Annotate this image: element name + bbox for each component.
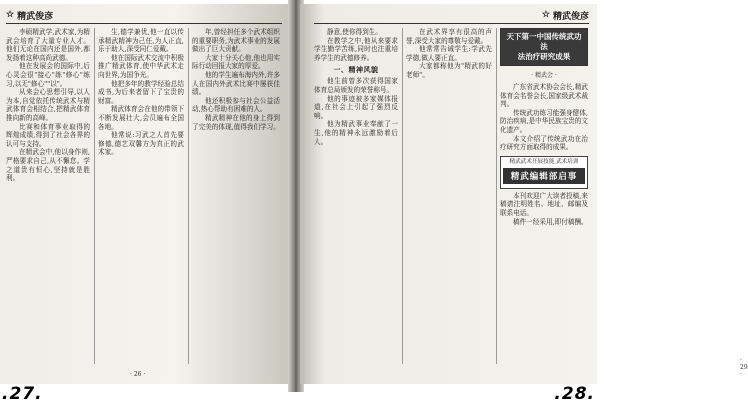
paragraph: 他常说:习武之人首先要修德,德艺双馨方为真正的武术家。 (98, 131, 184, 157)
right-column-2 (406, 28, 492, 364)
paragraph: 在教学之中,他从来要求学生勤学苦练,同时也注重培养学生的武德修养。 (314, 36, 398, 62)
notice-top-text: 精武武术开展技能,武术培训 (509, 158, 579, 165)
paragraph: 生,德学兼优,他一直以传承精武精神为己任,为人正直,乐于助人,深受同仁爱戴。 (98, 28, 184, 54)
left-header-text: 精武俊彦 (17, 11, 54, 22)
left-spread-number: .27. (2, 384, 43, 404)
section-heading: 一、精神风貌 (333, 65, 379, 75)
paragraph: 他的事迹被多家媒体报道,在社会上引起了强烈反响。 (314, 94, 398, 120)
star-icon: ☆ (541, 10, 550, 20)
paragraph: 比赛和体育事业取得的辉煌成绩,得到了社会各界的认可与支持。 (6, 122, 90, 148)
right-column-3 (500, 28, 588, 364)
paragraph: 他在发展会的国际中,后心灵会很"接心"练"修心"练习,以无"修心""以"。 (6, 62, 90, 88)
notice-box (500, 156, 588, 189)
paragraph: 年,曾经担任多个武术组织的重要职务,为武术事业的发展做出了巨大贡献。 (192, 28, 280, 54)
paragraph: 传统武功练习能强身健体,防治疾病,是中华民族宝贵的文化遗产。 (500, 108, 588, 134)
paragraph: 本刊欢迎广大读者投稿,来稿请注明姓名、地址、邮编及联系电话。 (500, 191, 588, 217)
paragraph: 李硕精武学,武术家,为精武会培育了大量专业人才。他们无论在国内还是国外,都发扬着这种高尚武德。 (6, 28, 90, 62)
article-title-line-2: 法治疗研究成果 (517, 52, 571, 61)
column-divider (496, 28, 497, 364)
column-divider (94, 28, 95, 364)
paragraph: 大家都称他为"精武的好老师"。 (406, 62, 492, 79)
star-icon: ☆ (6, 10, 15, 20)
right-header-rule (314, 23, 589, 24)
column-divider (188, 28, 189, 364)
paragraph: 本文介绍了传统武功在治疗研究方面取得的成果。 (500, 134, 588, 152)
right-column-1 (314, 28, 398, 364)
right-spread-number: .28. (554, 384, 595, 404)
paragraph: 他在国际武术交流中积极推广精武体育,使中华武术走向世界,为国争光。 (98, 53, 184, 79)
paragraph: 他生前曾多次获得国家体育总局颁发的荣誉称号。 (314, 77, 398, 94)
left-column-2 (98, 28, 184, 364)
article-byline: · 精武会 · (531, 72, 557, 79)
paragraph: 稿件一经采用,即付稿酬。 (513, 217, 588, 226)
paragraph: 他常常告诫学生:学武先学德,做人要正直。 (406, 45, 492, 62)
notice-title: 精武编辑部启事 (503, 168, 585, 184)
left-page (0, 4, 292, 384)
paragraph: 他还积极参与社会公益活动,热心帮助有困难的人。 (192, 96, 280, 114)
article-title-line-1: 天下第一中国传统武功法 (506, 32, 582, 51)
paragraph: 静意,使你得到生。 (327, 28, 382, 36)
column-divider (402, 28, 403, 364)
paragraph: 从来会心思想引导,以人为本,自觉依托传统武术与精武体育会相结合,把精武体育推向新的高峰。 (6, 88, 90, 122)
paragraph: 在精武会中,他以身作则,严格要求自己,从不懈怠。学之道贵有恒心,坚持就是胜利。 (6, 148, 90, 183)
left-page-number: · 26 · (130, 371, 146, 378)
article-title-box (500, 28, 588, 66)
left-header-rule (6, 23, 282, 24)
right-header-text: 精武俊彦 (552, 11, 589, 22)
paragraph: 广东省武术协会会长,精武体育会名誉会长,国家级武术裁判。 (500, 83, 588, 109)
paragraph: 精武精神在他的身上得到了完美的体现,值得我们学习。 (192, 113, 280, 131)
paragraph: 在武术界享有很高的声誉,深受大家的尊敬与爱戴。 (406, 28, 492, 45)
right-page-number: · 29 · (740, 357, 748, 378)
paragraph: 他的学生遍布海内外,许多人在国内外武术比赛中屡获佳绩。 (192, 70, 280, 97)
paragraph: 大家十分关心他,他也用实际行动回报大家的厚爱。 (192, 53, 280, 71)
paragraph: 精武体育会在他的带领下不断发展壮大,会员遍布全国各地。 (98, 105, 184, 131)
left-column-1 (6, 28, 90, 364)
left-page-header (6, 8, 53, 22)
paragraph: 他把多年的教学经验总结成书,为后来者留下了宝贵的财富。 (98, 79, 184, 105)
paragraph: 他为精武事业奉献了一生,他的精神永远激励着后人。 (314, 120, 398, 146)
left-column-3 (192, 28, 280, 364)
right-page-header (542, 8, 589, 22)
right-page (300, 4, 748, 384)
